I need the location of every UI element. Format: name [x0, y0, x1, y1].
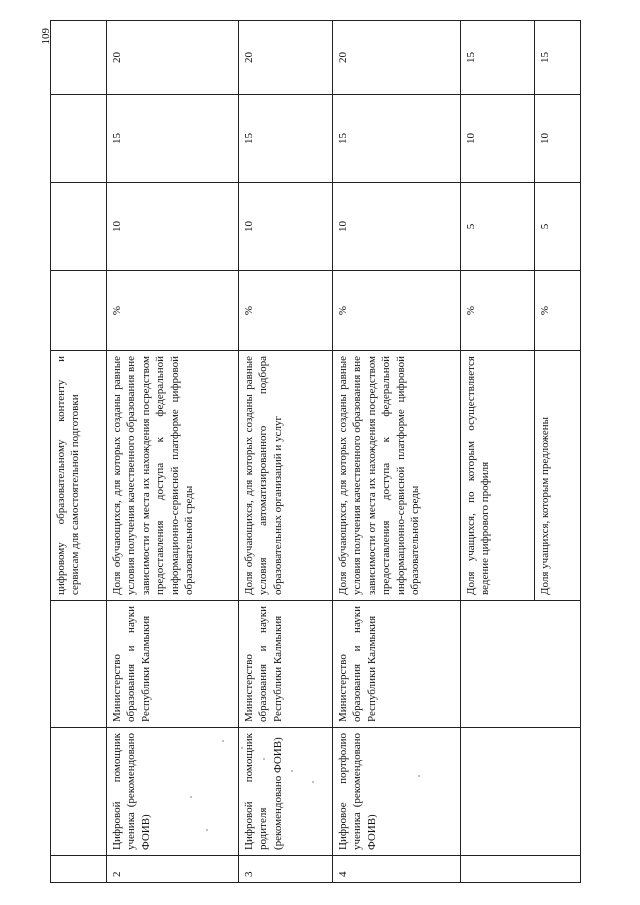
value-year-2: 15 — [107, 95, 239, 183]
indicator-text: Доля учащихся, по которым осуществляется ведение цифрового профиля — [461, 351, 535, 601]
scan-speck — [418, 775, 420, 777]
row-number — [51, 856, 107, 883]
project-name: Цифровой помощник родителя (рекомендовано ФОИВ) — [239, 728, 333, 856]
indicator-text: Доля учащихся, которым предложены — [535, 351, 581, 601]
value-year-3: 20 — [107, 21, 239, 95]
indicators-table — [50, 20, 581, 883]
unit-cell — [51, 271, 107, 351]
value-year-2: 15 — [333, 95, 461, 183]
value-year-2: 15 — [239, 95, 333, 183]
row-number: 2 — [107, 856, 239, 883]
scan-speck — [241, 747, 243, 749]
responsible-body — [51, 601, 107, 728]
project-name: Цифровой помощник ученика (рекомендовано ФОИВ) — [107, 728, 239, 856]
value-year-3: 15 — [461, 21, 535, 95]
responsible-body: Министерство образования и науки Республики Калмыкия — [239, 601, 333, 728]
unit-cell: % — [239, 271, 333, 351]
unit-cell: % — [107, 271, 239, 351]
project-name — [461, 728, 535, 856]
row-number: 4 — [333, 856, 461, 883]
page-number: 109 — [40, 28, 52, 45]
table-row — [333, 21, 461, 883]
responsible-body: Министерство образования и науки Республики Калмыкия — [333, 601, 461, 728]
value-year-1: 5 — [461, 183, 535, 271]
table-row — [51, 21, 107, 883]
project-name — [535, 728, 581, 856]
indicator-text: цифровому образовательному контенту и сервисам для самостоятельной подготовки — [51, 351, 107, 601]
indicator-text: Доля обучающихся, для которых созданы равные условия получения качественного образования вне зависимости от места их нахождения посредством предоставления доступа к федеральной информационно-сервисной платформе цифровой образовательной среды — [107, 351, 239, 601]
project-name — [51, 728, 107, 856]
unit-cell: % — [333, 271, 461, 351]
value-year-1: 10 — [239, 183, 333, 271]
project-name: Цифровое портфолио ученика (рекомендовано ФОИВ) — [333, 728, 461, 856]
indicator-text: Доля обучающихся, для которых созданы равные условия получения качественного образования вне зависимости от места их нахождения посредством предоставления доступа к федеральной информационно-сервисной платформе цифровой образовательной среды — [333, 351, 461, 601]
table-row — [239, 21, 333, 883]
value-year-3: 20 — [239, 21, 333, 95]
value-year-3 — [51, 21, 107, 95]
value-year-3: 20 — [333, 21, 461, 95]
value-year-3: 15 — [535, 21, 581, 95]
responsible-body — [461, 601, 535, 728]
value-year-2: 10 — [461, 95, 535, 183]
scan-speck — [291, 770, 293, 772]
row-number — [535, 856, 581, 883]
table-row — [535, 21, 581, 883]
value-year-1: 10 — [333, 183, 461, 271]
value-year-1: 5 — [535, 183, 581, 271]
table-row — [107, 21, 239, 883]
value-year-2 — [51, 95, 107, 183]
scan-speck — [312, 781, 314, 783]
responsible-body: Министерство образования и науки Республики Калмыкия — [107, 601, 239, 728]
unit-cell: % — [535, 271, 581, 351]
responsible-body — [535, 601, 581, 728]
value-year-2: 10 — [535, 95, 581, 183]
scan-speck — [190, 796, 192, 798]
indicator-text: Доля обучающихся, для которых созданы равные условия автоматизированного подбора образовательных организаций и услуг — [239, 351, 333, 601]
unit-cell: % — [461, 271, 535, 351]
row-number — [461, 856, 535, 883]
value-year-1 — [51, 183, 107, 271]
table-row — [461, 21, 535, 883]
scan-speck — [222, 740, 224, 742]
row-number: 3 — [239, 856, 333, 883]
value-year-1: 10 — [107, 183, 239, 271]
scan-speck — [206, 829, 208, 831]
scan-speck — [263, 758, 265, 760]
